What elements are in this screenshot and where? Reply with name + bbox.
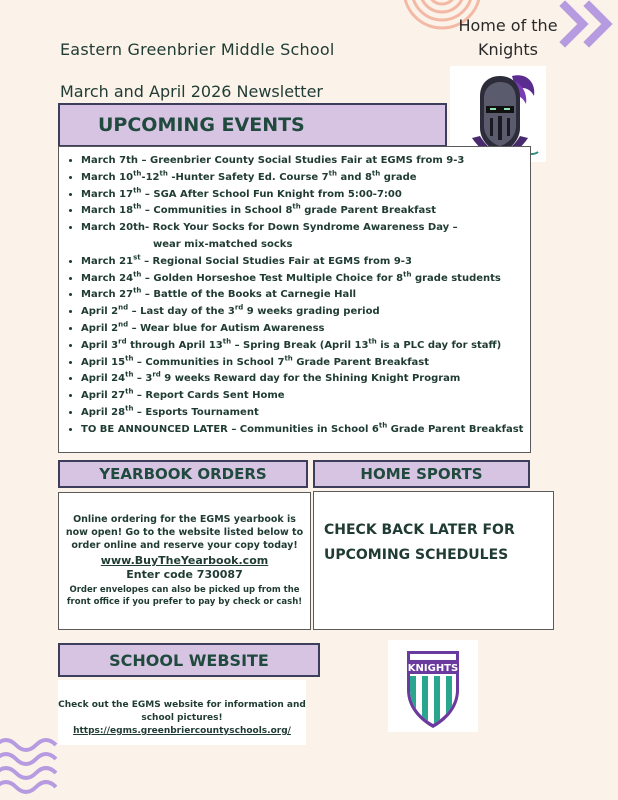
decorative-waves — [0, 735, 60, 800]
list-item: • April 2nd – Wear blue for Autism Awareness — [81, 321, 530, 338]
list-item: • April 2nd – Last day of the 3rd 9 weeks grading period — [81, 304, 530, 321]
list-item: • March 7th – Greenbrier County Social Studies Fair at EGMS from 9-3 — [81, 153, 530, 170]
list-item: • March 21st – Regional Social Studies Fair at EGMS from 9-3 — [81, 254, 530, 271]
list-item: • TO BE ANNOUNCED LATER – Communities in School 6th Grade Parent Breakfast — [81, 422, 530, 439]
upcoming-events-heading: UPCOMING EVENTS — [58, 103, 447, 147]
school-website-box — [58, 680, 306, 745]
home-sports-box — [313, 491, 554, 630]
school-name: Eastern Greenbrier Middle School — [60, 40, 335, 59]
yearbook-orders-heading: YEARBOOK ORDERS — [58, 460, 308, 488]
list-item: • March 20th- Rock Your Socks for Down Syndrome Awareness Day – wear mix-matched socks — [81, 220, 530, 254]
list-item: • April 28th – Esports Tournament — [81, 405, 530, 422]
school-website-heading: SCHOOL WEBSITE — [58, 643, 320, 677]
shield-icon — [388, 640, 478, 732]
list-item: • April 3rd through April 13th – Spring Break (April 13th is a PLC day for staff) — [81, 338, 530, 355]
yearbook-body: Online ordering for the EGMS yearbook is now open! Go to the website listed below to order online and reserve your copy today! — [65, 514, 304, 551]
list-item: • April 24th – 3rd 9 weeks Reward day for the Shining Knight Program — [81, 371, 530, 388]
home-sports-message — [324, 518, 515, 568]
list-item: • March 18th – Communities in School 8th grade Parent Breakfast — [81, 203, 530, 220]
home-sports-line2: UPCOMING SCHEDULES — [324, 547, 509, 563]
events-list — [59, 147, 530, 439]
yearbook-code: Enter code 730087 — [126, 568, 243, 581]
home-sports-heading: HOME SPORTS — [313, 460, 530, 488]
website-body: Check out the EGMS website for information and school pictures! — [58, 700, 306, 723]
list-item: • March 24th – Golden Horseshoe Test Multiple Choice for 8th grade students — [81, 271, 530, 288]
list-item: • April 15th – Communities in School 7th Grade Parent Breakfast — [81, 355, 530, 372]
list-item: • April 27th – Report Cards Sent Home — [81, 388, 530, 405]
knights-shield-logo — [388, 640, 478, 732]
shield-text: KNIGHTS — [407, 663, 459, 674]
yearbook-orders-box — [58, 492, 311, 630]
website-link[interactable]: https://egms.greenbriercountyschools.org/ — [73, 726, 291, 736]
home-sports-line1: CHECK BACK LATER FOR — [324, 522, 515, 538]
newsletter-title: March and April 2026 Newsletter — [60, 82, 323, 101]
home-of-the-knights — [448, 14, 568, 62]
list-item: • March 17th – SGA After School Fun Knight from 5:00-7:00 — [81, 187, 530, 204]
yearbook-link[interactable]: www.BuyTheYearbook.com — [100, 554, 269, 567]
home-of-line1: Home of the — [458, 16, 558, 35]
list-item: • March 27th – Battle of the Books at Carnegie Hall — [81, 287, 530, 304]
yearbook-note: Order envelopes can also be picked up from the front office if you prefer to pay by check or cash! — [66, 585, 303, 607]
home-of-line2: Knights — [478, 40, 538, 59]
list-item: • March 10th-12th -Hunter Safety Ed. Course 7th and 8th grade — [81, 170, 530, 187]
upcoming-events-box — [58, 146, 531, 453]
